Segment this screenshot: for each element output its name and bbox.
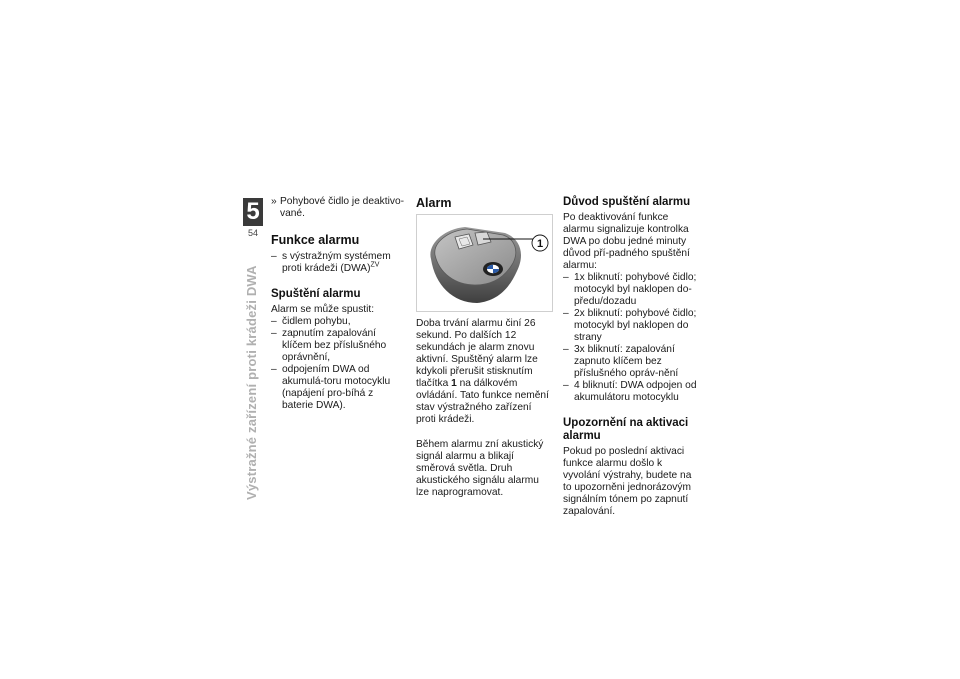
heading-duvod-spusteni: Důvod spuštění alarmu (563, 196, 691, 208)
chapter-number: 5 (243, 198, 263, 226)
spusteni-list (271, 316, 406, 412)
bmw-logo-icon (483, 262, 503, 276)
heading-upozorneni: Upozornění na aktivaci alarmu (563, 417, 689, 442)
heading-spusteni-alarmu: Spuštění alarmu (271, 288, 361, 300)
page-number: 54 (247, 228, 258, 238)
heading-alarm: Alarm (416, 196, 452, 210)
intro-note (271, 196, 406, 220)
spusteni-intro: Alarm se může spustit: (271, 304, 375, 315)
intro-note-text: Pohybové čidlo je deaktivo-vané. (280, 196, 405, 219)
list-item: – odpojením DWA od akumulá-toru motocyklu (napájení pro-bíhá z baterie DWA). (271, 364, 406, 412)
duvod-intro: Po deaktivování funkce alarmu signalizuje kontrolka DWA po dobu jedné minuty důvod pří-padného spuštění alarmu: (563, 212, 690, 271)
button-reference: 1 (451, 378, 457, 389)
list-item: – 4 bliknutí: DWA odpojen od akumulátoru motocyklu (563, 380, 698, 404)
figure-callout-number: 1 (536, 238, 544, 250)
list-item: – s výstražným systémem proti krádeži (DWA)$^{ZV}$ (271, 251, 406, 275)
alarm-duration-text: Doba trvání alarmu činí 26 sekund. Po dalších 12 sekundách je alarm znovu aktivní. Spuštěný alarm lze kdykoli přerušit stisknutím tlačítka 1 na dálkovém ovládání. Tato funkce nemění stav výstražného zařízení proti krádeži. (416, 318, 549, 425)
list-item: – čidlem pohybu, (271, 316, 406, 328)
arrow-marker: » (271, 196, 277, 207)
list-item: – zapnutím zapalování klíčem bez příslušného oprávnění, (271, 328, 406, 364)
list-item: – 2x bliknutí: pohybové čidlo; motocykl byl naklopen do strany (563, 308, 698, 344)
chapter-title-vertical: Výstražné zařízení proti krádeži DWA (244, 265, 259, 500)
column-3 (563, 196, 698, 518)
funkce-list (271, 251, 406, 275)
remote-control-figure (416, 214, 553, 312)
list-item: – 1x bliknutí: pohybové čidlo; motocykl byl naklopen do-předu/dozadu (563, 272, 698, 308)
heading-funkce-alarmu: Funkce alarmu (271, 233, 360, 247)
duvod-list (563, 272, 698, 404)
equipment-code: ZV (370, 261, 380, 269)
alarm-signal-text: Během alarmu zní akustický signál alarmu a blikají směrová světla. Druh akustického signálu alarmu lze naprogramovat. (416, 439, 544, 498)
column-2 (416, 196, 551, 499)
remote-key-fob-illustration (417, 215, 552, 311)
upozorneni-text: Pokud po poslední aktivaci funkce alarmu došlo k vyvolání výstrahy, budete na to upozorněni jednorázovým signálním tónem po zapnutí zapalování. (563, 446, 692, 517)
list-item: – 3x bliknutí: zapalování zapnuto klíčem bez příslušného opráv-nění (563, 344, 698, 380)
column-1 (271, 196, 406, 412)
